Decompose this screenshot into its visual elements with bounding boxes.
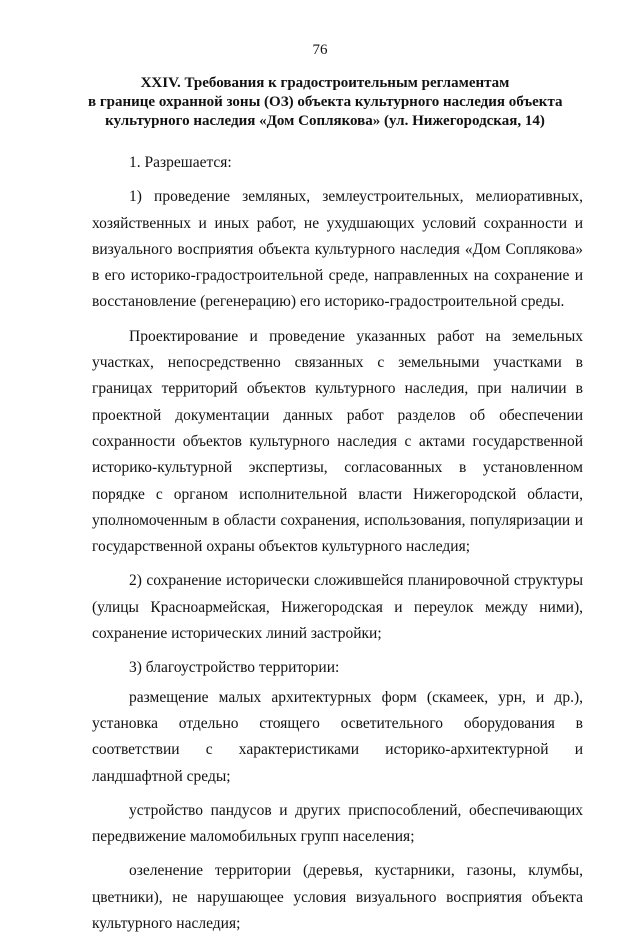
- paragraph-greening: озеленение территории (деревья, кустарники, газоны, клумбы, цветники), не нарушающее условия визуального восприятия объекта культурного наследия;: [92, 862, 583, 933]
- heading-line-3: культурного наследия «Дом Соплякова» (ул. Нижегородская, 14): [105, 113, 545, 129]
- paragraph-item-1: 1) проведение земляных, землеустроительных, мелиоративных, хозяйственных и иных работ, не ухудшающих условий сохранности и визуального восприятия объекта культурного наследия «Дом Соплякова» в его историко-градостроительной среде, направленных на сохранение и восстановление (регенерацию) его историко-градостроительной среды.: [92, 188, 583, 311]
- document-body: [92, 150, 583, 937]
- page-number: 76: [312, 42, 328, 58]
- paragraph-design-works: Проектирование и проведение указанных работ на земельных участках, непосредственно связанных с земельными участками в границах территорий объектов культурного наследия, при наличии в проектной документации данных работ разделов об обеспечении сохранности объектов культурного наследия с актами государственной историко-культурной экспертизы, согласованных в установленном порядке с органом исполнительной власти Нижегородской области, уполномоченным в области сохранения, использования, популяризации и государственной охраны объектов культурного наследия;: [92, 327, 583, 556]
- paragraph-item-2: 2) сохранение исторически сложившейся планировочной структуры (улицы Красноармейская, Нижегородская и переулок между ними), сохранение исторических линий застройки;: [92, 572, 583, 643]
- paragraph-small-forms: размещение малых архитектурных форм (скамеек, урн, и др.), установка отдельно стоящего осветительного оборудования в соответствии с характеристиками историко-архитектурной и ландшафтной среды;: [92, 688, 583, 785]
- heading-line-1: XXIV. Требования к градостроительным регламентам: [140, 75, 510, 91]
- paragraph-permitted: 1. Разрешается:: [129, 154, 232, 171]
- section-heading: [88, 74, 562, 131]
- heading-line-2: в границе охранной зоны (ОЗ) объекта культурного наследия объекта: [88, 94, 563, 110]
- paragraph-ramps: устройство пандусов и других приспособлений, обеспечивающих передвижение маломобильных групп населения;: [92, 801, 583, 846]
- paragraph-item-3: 3) благоустройство территории:: [129, 659, 340, 677]
